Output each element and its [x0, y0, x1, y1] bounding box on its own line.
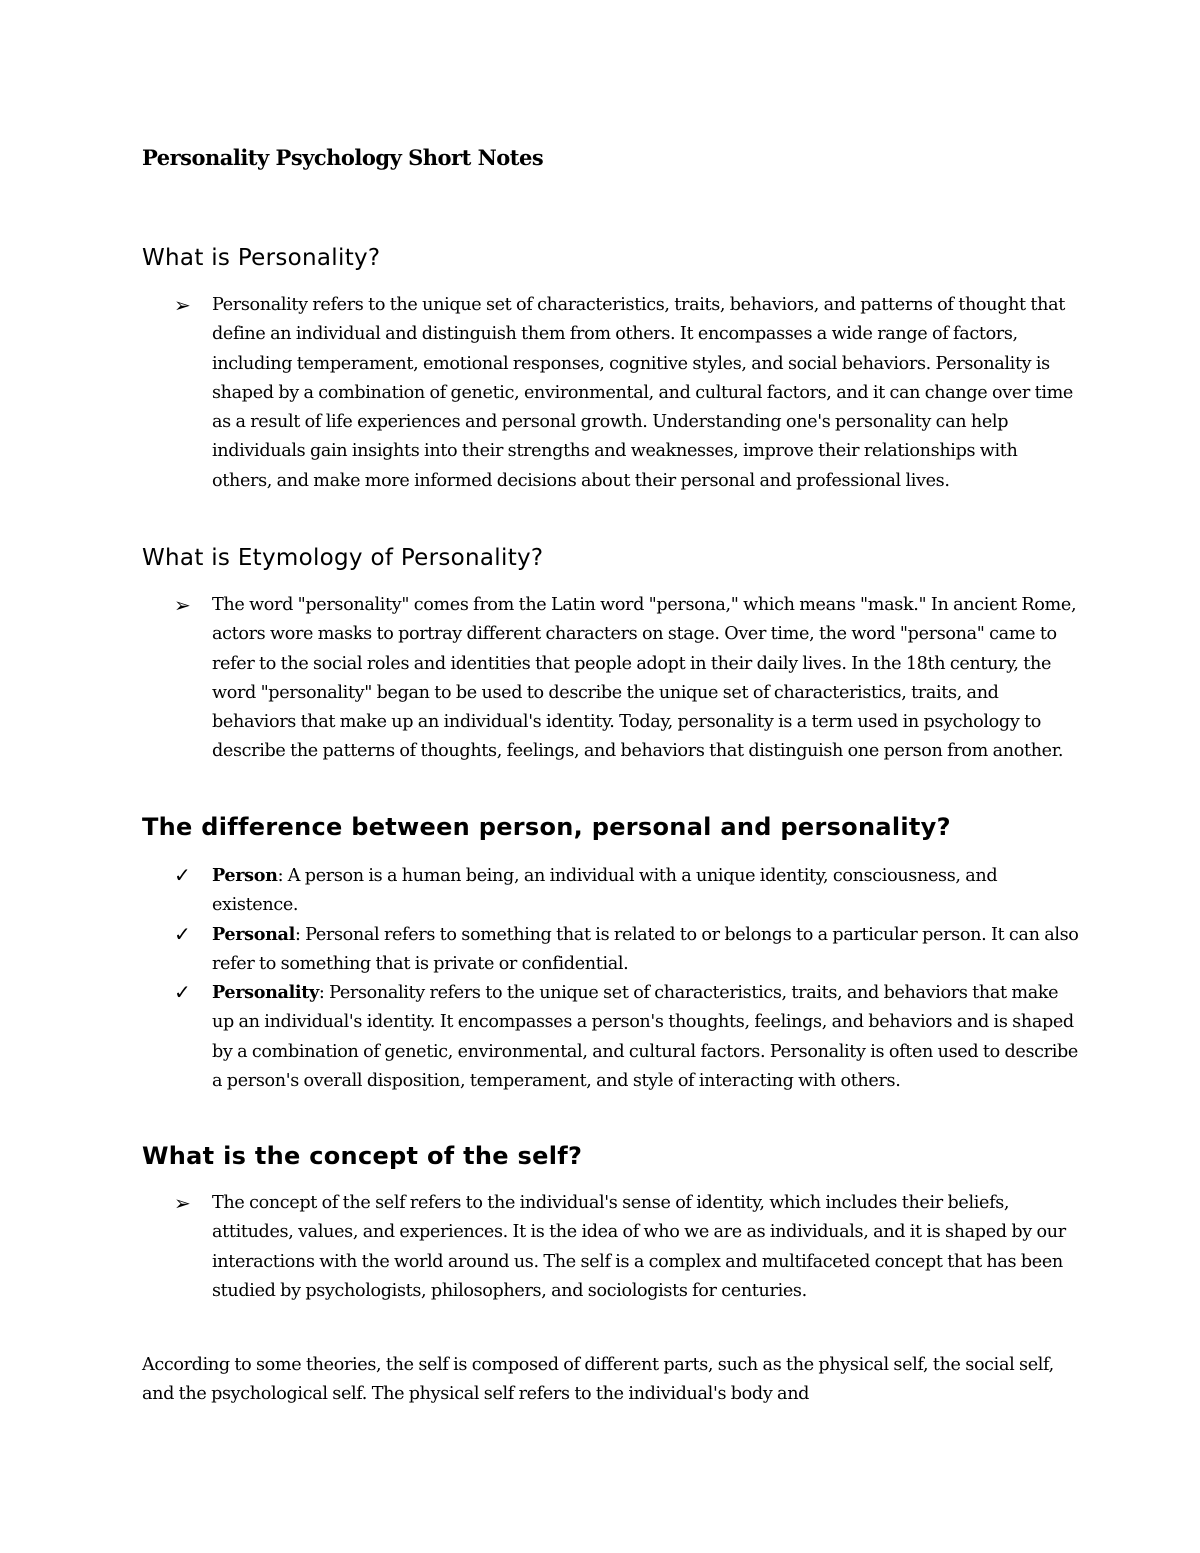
checkmark-bullet-icon: ✓: [174, 863, 191, 887]
bullet-item: [142, 1189, 1082, 1306]
definition-person: : A person is a human being, an individual with a unique identity, consciousness, and existence.: [212, 866, 998, 916]
check-item-text: [212, 978, 1082, 1096]
section-heading-difference: The difference between person, personal and personality?: [142, 813, 951, 841]
bullet-item: [142, 291, 1082, 496]
term-personality: Personality: [212, 982, 319, 1003]
bullet-text: Personality refers to the unique set of characteristics, traits, behaviors, and patterns of thought that define an individual and distinguish them from others. It encompasses a wide range of factors, including temperament, emotional responses, cognitive styles, and social behaviors. Personality is shaped by a combination of genetic, environmental, and cultural factors, and it can change over time as a result of life experiences and personal growth. Understanding one's personality can help individuals gain insights into their strengths and weaknesses, improve their relationships with others, and make more informed decisions about their personal and professional lives.: [212, 295, 1073, 491]
body-paragraph: According to some theories, the self is composed of different parts, such as the physical self, the social self, and the psychological self. The physical self refers to the individual's body and: [142, 1355, 1054, 1405]
document-title: Personality Psychology Short Notes: [142, 145, 544, 170]
checkmark-bullet-icon: ✓: [174, 980, 191, 1004]
check-item-personal: [142, 920, 1082, 980]
arrowhead-bullet-icon: ➢: [174, 1191, 191, 1215]
arrowhead-bullet-icon: ➢: [174, 293, 191, 317]
bullet-text: The concept of the self refers to the individual's sense of identity, which includes their beliefs, attitudes, values, and experiences. It is the idea of who we are as individuals, and it is shaped by our interactions with the world around us. The self is a complex and multifaceted concept that has been studied by psychologists, philosophers, and sociologists for centuries.: [212, 1193, 1066, 1301]
check-item-personality: [142, 978, 1082, 1096]
section-heading-what-is-personality: What is Personality?: [142, 245, 381, 271]
check-item-person: [142, 861, 1082, 921]
section-heading-concept-of-self: What is the concept of the self?: [142, 1142, 583, 1170]
definition-personal: : Personal refers to something that is related to or belongs to a particular person. It can also refer to something that is private or confidential.: [212, 925, 1079, 975]
check-item-text: [212, 861, 1082, 921]
term-personal: Personal: [212, 924, 295, 945]
checkmark-bullet-icon: ✓: [174, 922, 191, 946]
bullet-item: [142, 591, 1082, 767]
check-item-text: [212, 920, 1082, 980]
definition-personality: : Personality refers to the unique set of characteristics, traits, and behaviors that make up an individual's identity. It encompasses a person's thoughts, feelings, and behaviors and is shaped by a combination of genetic, environmental, and cultural factors. Personality is often used to describe a person's overall disposition, temperament, and style of interacting with others.: [212, 983, 1078, 1091]
section-heading-etymology: What is Etymology of Personality?: [142, 545, 544, 571]
term-person: Person: [212, 865, 278, 886]
arrowhead-bullet-icon: ➢: [174, 593, 191, 617]
bullet-text: The word "personality" comes from the Latin word "persona," which means "mask." In ancient Rome, actors wore masks to portray different characters on stage. Over time, the word "persona" came to refer to the social roles and identities that people adopt in their daily lives. In the 18th century, the word "personality" began to be used to describe the unique set of characteristics, traits, and behaviors that make up an individual's identity. Today, personality is a term used in psychology to describe the patterns of thoughts, feelings, and behaviors that distinguish one person from another.: [212, 595, 1077, 762]
